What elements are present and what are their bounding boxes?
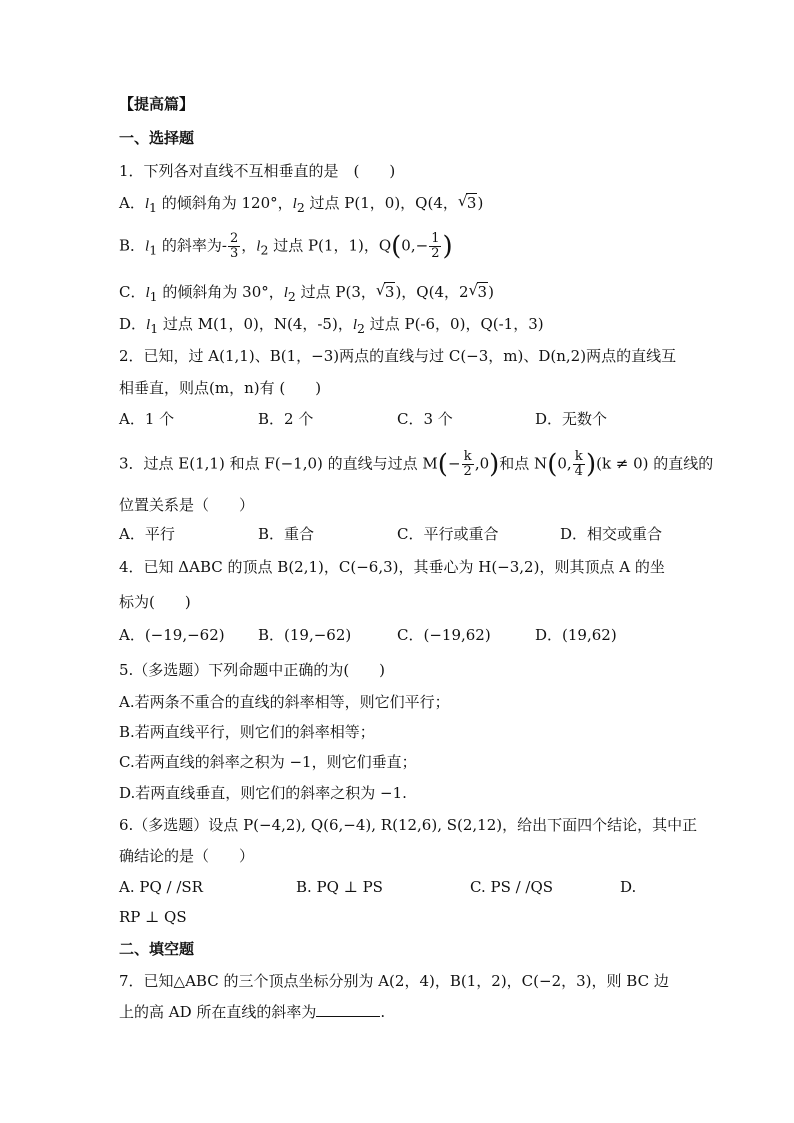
q4-stem-line2: 标为( )	[119, 593, 191, 611]
q6-stem-line1: 6.（多选题）设点 P(−4,2), Q(6,−4), R(12,6), S(2,12)，给出下面四个结论，其中正	[119, 816, 698, 834]
q1-option-c: C．$l_1$ 的倾斜角为 30°，$l_2$ 过点 P(3，√ 3)，Q(4，2√ 3)	[119, 281, 494, 308]
heading: 【提高篇】	[119, 95, 195, 113]
q4-option-c: C．(−19,62)	[397, 626, 491, 644]
q1-option-a: A．$l_1$ 的倾斜角为 120°，$l_2$ 过点 P(1，0)，Q(4，√ 3)	[119, 192, 483, 219]
q2-option-c: C．3 个	[397, 410, 453, 428]
q4-option-a: A．(−19,−62)	[119, 626, 225, 644]
q7-stem-line2: 上的高 AD 所在直线的斜率为 .	[119, 1003, 386, 1021]
q1-option-b: B．$l_1$ 的斜率为- $\frac{2}{3}$ ，$l_2$ 过点 P(1，1)，Q(0,− $\frac{1}{2}$ )	[119, 231, 453, 262]
q7-answer-blank[interactable]	[316, 1002, 380, 1017]
q6-stem-line2: 确结论的是（ ）	[119, 847, 255, 865]
q1-option-d: D．$l_1$ 过点 M(1，0)，N(4，-5)，$l_2$ 过点 P(-6，0)，Q(-1，3)	[119, 315, 544, 336]
q2-stem-line1: 2．已知，过 A(1,1)、B(1，−3)两点的直线与过 C(−3，m)、D(n,2)两点的直线互	[119, 347, 677, 365]
q5-stem: 5.（多选题）下列命题中正确的为( )	[119, 661, 386, 679]
q6-option-d: D.	[620, 878, 637, 896]
q4-option-b: B．(19,−62)	[258, 626, 352, 644]
q3-option-a: A．平行	[119, 525, 175, 543]
q5-option-a: A.若两条不重合的直线的斜率相等，则它们平行；	[119, 693, 450, 711]
q3-option-c: C．平行或重合	[397, 525, 499, 543]
q5-option-c: C.若两直线的斜率之积为 −1，则它们垂直；	[119, 753, 417, 771]
section-title-choice: 一、选择题	[119, 129, 195, 147]
q4-stem-line1: 4．已知 ΔABC 的顶点 B(2,1)，C(−6,3)，其垂心为 H(−3,2)，则其顶点 A 的坐	[119, 558, 665, 576]
q6-option-b: B. PQ ⊥ PS	[296, 878, 383, 896]
q3-stem-line2: 位置关系是（ ）	[119, 496, 255, 514]
q3-option-d: D．相交或重合	[560, 525, 663, 543]
q2-option-a: A．1 个	[119, 410, 175, 428]
q2-option-d: D．无数个	[535, 410, 608, 428]
q2-option-b: B．2 个	[258, 410, 314, 428]
q1-stem: 1．下列各对直线不互相垂直的是 ( )	[119, 162, 396, 180]
q3-stem-line1: 3．过点 E(1,1) 和点 F(−1,0) 的直线与过点 M(− $\frac{k}{2}$ ,0)和点 N(0, $\frac{k}{4}$ )(k ≠ 0) 的直线的	[119, 449, 714, 480]
q2-stem-line2: 相垂直，则点(m，n)有 ( )	[119, 379, 322, 397]
q6-option-c: C. PS / /QS	[470, 878, 554, 896]
q6-option-d-content: RP ⊥ QS	[119, 908, 187, 926]
q6-option-a: A. PQ / /SR	[119, 878, 203, 896]
q7-stem-line1: 7．已知△ABC 的三个顶点坐标分别为 A(2，4)，B(1，2)，C(−2，3)，则 BC 边	[119, 972, 669, 990]
q5-option-b: B.若两直线平行，则它们的斜率相等；	[119, 723, 375, 741]
q5-option-d: D.若两直线垂直，则它们的斜率之积为 −1.	[119, 784, 407, 802]
section-title-fill: 二、填空题	[119, 940, 195, 958]
q3-option-b: B．重合	[258, 525, 315, 543]
q4-option-d: D．(19,62)	[535, 626, 617, 644]
